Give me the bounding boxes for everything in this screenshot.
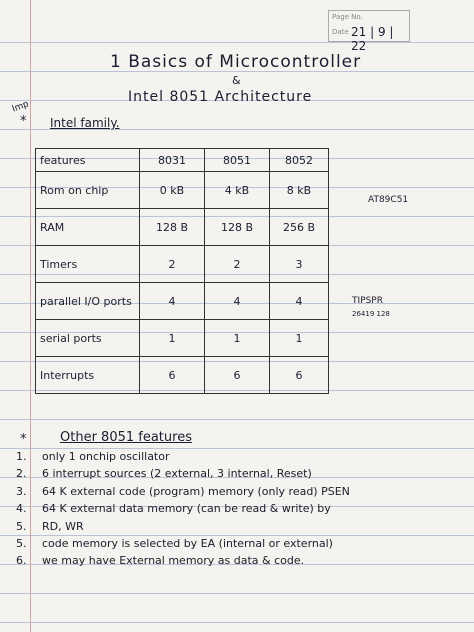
table-row <box>36 357 329 394</box>
table-cell: 3 <box>270 246 329 283</box>
other-features-heading: Other 8051 features <box>60 430 192 445</box>
table-cell: 4 <box>270 283 329 320</box>
list-item-text: 6 interrupt sources (2 external, 3 internal, Reset) <box>42 467 312 481</box>
list-item-number: 3. <box>16 484 27 498</box>
table-cell: 6 <box>140 357 205 394</box>
family-heading: Intel family. <box>50 116 120 130</box>
table-cell: 8 kB <box>270 172 329 209</box>
table-cell: 8031 <box>140 149 205 172</box>
table-row <box>36 209 329 246</box>
date-label: Date <box>332 28 349 36</box>
list-item-number: 5. <box>16 536 27 550</box>
table-row-label: features <box>36 149 140 172</box>
list-item-text: only 1 onchip oscillator <box>42 450 170 463</box>
table-row-label: Interrupts <box>36 357 140 394</box>
page-title: 1 Basics of Microcontroller <box>110 52 362 72</box>
table-cell: 8051 <box>205 149 270 172</box>
list-item-number: 4. <box>16 502 27 516</box>
table-row-label: parallel I/O ports <box>36 283 140 320</box>
list-item-number: 5. <box>16 519 27 533</box>
table-cell: 1 <box>205 320 270 357</box>
table-row-label: RAM <box>36 209 140 246</box>
list-item-text: RD, WR <box>42 519 84 533</box>
table-cell: 0 kB <box>140 172 205 209</box>
table-row <box>36 320 329 357</box>
side-note: AT89C51 <box>368 195 409 205</box>
star-bullet-icon: * <box>20 432 27 447</box>
table-row <box>36 246 329 283</box>
table-cell: 4 kB <box>205 172 270 209</box>
table-cell: 2 <box>140 246 205 283</box>
ampersand: & <box>232 74 241 87</box>
side-note: TIPSPR <box>352 296 383 306</box>
list-item-text: 64 K external data memory (can be read & write) by <box>42 502 331 516</box>
star-bullet-icon: * <box>20 114 27 129</box>
table-cell: 128 B <box>205 209 270 246</box>
date-value: 21 | 9 | 22 <box>351 25 394 53</box>
table-cell: 4 <box>140 283 205 320</box>
table-row-label: Timers <box>36 246 140 283</box>
list-item-number: 1. <box>16 450 27 463</box>
table-row-label: serial ports <box>36 320 140 357</box>
table-row-label: Rom on chip <box>36 172 140 209</box>
table-cell: 6 <box>270 357 329 394</box>
table-cell: 8052 <box>270 149 329 172</box>
page-no-label: Page No. <box>332 13 363 21</box>
list-item-text: code memory is selected by EA (internal or external) <box>42 536 333 550</box>
table-row <box>36 283 329 320</box>
family-table <box>35 148 329 394</box>
list-item-text: 64 K external code (program) memory (only read) PSEN <box>42 484 350 498</box>
table-cell: 256 B <box>270 209 329 246</box>
page-number-box <box>328 10 410 53</box>
important-mark: Imp <box>10 99 31 115</box>
list-item-number: 2. <box>16 467 27 481</box>
side-note: 26419 128 <box>352 310 390 318</box>
table-cell: 2 <box>205 246 270 283</box>
table-cell: 1 <box>270 320 329 357</box>
table-row <box>36 149 329 172</box>
table-cell: 6 <box>205 357 270 394</box>
table-cell: 128 B <box>140 209 205 246</box>
page-subtitle: Intel 8051 Architecture <box>128 89 313 105</box>
table-row <box>36 172 329 209</box>
table-cell: 1 <box>140 320 205 357</box>
table-cell: 4 <box>205 283 270 320</box>
list-item-text: we may have External memory as data & code. <box>42 554 305 568</box>
list-item-number: 6. <box>16 554 27 568</box>
